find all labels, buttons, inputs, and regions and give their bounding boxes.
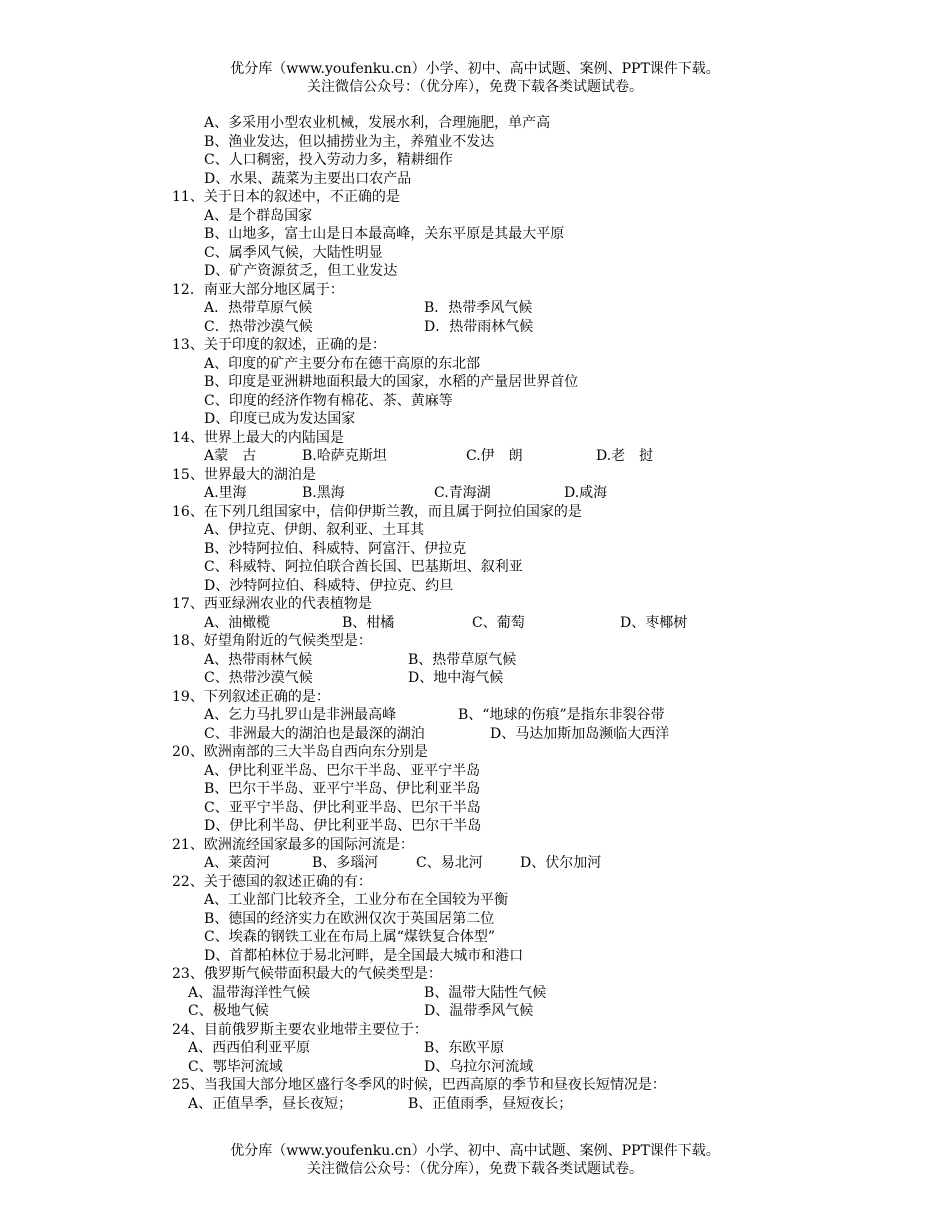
q22-option-b: B、德国的经济实力在欧洲仅次于英国居第二位	[204, 910, 495, 927]
q11-option-d: D、矿产资源贫乏，但工业发达	[204, 263, 398, 279]
q14-stem: 14、世界上最大的内陆国是	[172, 429, 344, 446]
q15-option-c: C.青海湖	[434, 485, 491, 501]
q12-stem: 12．南亚大部分地区属于：	[172, 281, 344, 298]
q19-option-b: B、“地球的伤痕”是指东非裂谷带	[458, 707, 665, 723]
q17-stem: 17、西亚绿洲农业的代表植物是	[172, 596, 372, 612]
q13-option-b: B、印度是亚洲耕地面积最大的国家，水稻的产量居世界首位	[204, 374, 579, 390]
q20-option-d: D、伊比利半岛、伊比利亚半岛、巴尔干半岛	[204, 818, 482, 834]
q21-options-row	[172, 854, 892, 873]
q21-option-d: D、伏尔加河	[520, 855, 602, 871]
q15-stem: 15、世界最大的湖泊是	[172, 466, 316, 483]
q23-option-a: A、温带海洋性气候	[188, 984, 311, 1001]
footer-line-1: 优分库（www.youfenku.cn）小学、初中、高中试题、案例、PPT课件下载。	[230, 1143, 720, 1159]
q19-option-d: D、马达加斯加岛濒临大西洋	[490, 725, 670, 742]
q11-option-c: C、属季风气候，大陆性明显	[204, 244, 383, 261]
q12-options-row-1	[172, 299, 892, 318]
q12-option-d: D．热带雨林气候	[424, 318, 534, 335]
q25-options-row	[172, 1095, 892, 1114]
q18-option-c: C、热带沙漠气候	[204, 670, 313, 686]
q16-stem: 16、在下列几组国家中，信仰伊斯兰教，而且属于阿拉伯国家的是	[172, 503, 582, 520]
q15-option-d: D.咸海	[564, 485, 608, 501]
q20-option-a: A、伊比利亚半岛、巴尔干半岛、亚平宁半岛	[204, 762, 481, 779]
q14-option-a: A蒙 古	[204, 448, 257, 464]
q14-option-b: B.哈萨克斯坦	[302, 448, 387, 464]
q17-option-b: B、柑橘	[342, 614, 395, 631]
page-header	[0, 60, 950, 96]
page-footer	[0, 1142, 950, 1178]
q24-options-row-1	[172, 1039, 892, 1058]
q15-option-b: B.黑海	[302, 485, 345, 501]
q16-option-b: B、沙特阿拉伯、科威特、阿富汗、伊拉克	[204, 540, 467, 557]
header-line-1: 优分库（www.youfenku.cn）小学、初中、高中试题、案例、PPT课件下载。	[230, 61, 720, 77]
q13-option-c: C、印度的经济作物有棉花、茶、黄麻等	[204, 392, 453, 409]
q11-stem: 11、关于日本的叙述中，不正确的是	[172, 189, 400, 205]
q20-option-b: B、巴尔干半岛、亚平宁半岛、伊比利亚半岛	[204, 781, 481, 797]
header-line-2: 关注微信公众号：（优分库），免费下载各类试题试卷。	[307, 79, 643, 95]
q10-option-c: C、人口稠密，投入劳动力多，精耕细作	[204, 152, 453, 168]
q25-option-b: B、正值雨季，昼短夜长；	[408, 1095, 573, 1112]
q13-option-d: D、印度已成为发达国家	[204, 411, 356, 427]
q16-option-d: D、沙特阿拉伯、科威特、伊拉克、约旦	[204, 577, 454, 594]
q19-options-row-2	[172, 725, 892, 744]
q16-option-c: C、科威特、阿拉伯联合酋长国、巴基斯坦、叙利亚	[204, 559, 523, 575]
q24-stem: 24、目前俄罗斯主要农业地带主要位于：	[172, 1021, 428, 1038]
q17-option-a: A、油橄榄	[204, 614, 271, 631]
q19-option-a: A、乞力马扎罗山是非洲最高峰	[204, 707, 397, 723]
q10-option-b: B、渔业发达，但以捕捞业为主，养殖业不发达	[204, 133, 495, 150]
q19-options-row-1	[172, 706, 892, 725]
q12-options-row-2	[172, 318, 892, 337]
q17-options-row	[172, 614, 892, 633]
q15-option-a: A.里海	[204, 485, 247, 501]
q18-options-row-1	[172, 651, 892, 670]
q10-option-a: A、多采用小型农业机械，发展水利，合理施肥，单产高	[204, 115, 551, 131]
q16-option-a: A、伊拉克、伊朗、叙利亚、土耳其	[204, 522, 425, 538]
q11-option-a: A、是个群岛国家	[204, 207, 313, 224]
q18-option-b: B、热带草原气候	[408, 651, 517, 668]
q24-option-c: C、鄂毕河流域	[188, 1058, 283, 1075]
q21-option-b: B、多瑙河	[312, 855, 379, 871]
q12-option-a: A．热带草原气候	[204, 300, 313, 316]
q19-option-c: C、非洲最大的湖泊也是最深的湖泊	[204, 725, 425, 742]
q21-option-a: A、莱茵河	[204, 855, 271, 871]
q12-option-b: B．热带季风气候	[424, 300, 533, 316]
q22-stem: 22、关于德国的叙述正确的有：	[172, 873, 372, 890]
q17-option-d: D、枣椰树	[620, 614, 688, 631]
q14-options-row	[172, 447, 892, 466]
q21-option-c: C、易北河	[416, 855, 483, 871]
q14-option-d: D.老 挝	[596, 448, 654, 464]
q12-option-c: C．热带沙漠气候	[204, 318, 313, 335]
q17-option-c: C、葡萄	[472, 614, 525, 631]
q11-option-b: B、山地多，富士山是日本最高峰，关东平原是其最大平原	[204, 226, 565, 242]
q18-option-d: D、地中海气候	[408, 670, 504, 686]
q18-option-a: A、热带雨林气候	[204, 651, 313, 668]
q19-stem: 19、下列叙述正确的是：	[172, 688, 330, 705]
q20-option-c: C、亚平宁半岛、伊比利亚半岛、巴尔干半岛	[204, 799, 481, 816]
q24-option-a: A、西西伯利亚平原	[188, 1040, 311, 1056]
q23-stem: 23、俄罗斯气候带面积最大的气候类型是：	[172, 966, 442, 982]
q22-option-d: D、首都柏林位于易北河畔，是全国最大城市和港口	[204, 947, 524, 964]
q23-option-c: C、极地气候	[188, 1003, 269, 1019]
footer-line-2: 关注微信公众号：（优分库），免费下载各类试题试卷。	[307, 1161, 643, 1177]
q25-stem: 25、当我国大部分地区盛行冬季风的时候，巴西高原的季节和昼夜长短情况是：	[172, 1077, 666, 1093]
q18-stem: 18、好望角附近的气候类型是：	[172, 633, 372, 649]
q15-options-row	[172, 484, 892, 503]
q22-option-a: A、工业部门比较齐全，工业分布在全国较为平衡	[204, 892, 509, 908]
q13-option-a: A、印度的矿产主要分布在德干高原的东北部	[204, 355, 481, 372]
q10-option-d: D、水果、蔬菜为主要出口农产品	[204, 170, 412, 187]
q25-option-a: A、正值旱季，昼长夜短；	[188, 1095, 353, 1112]
q22-option-c: C、埃森的钢铁工业在布局上属“煤铁复合体型”	[204, 929, 496, 945]
q24-options-row-2	[172, 1058, 892, 1077]
q24-option-b: B、东欧平原	[424, 1040, 505, 1056]
q14-option-c: C.伊 朗	[466, 448, 523, 464]
q23-options-row-2	[172, 1002, 892, 1021]
q23-options-row-1	[172, 984, 892, 1003]
q24-option-d: D、乌拉尔河流域	[424, 1058, 534, 1075]
q23-option-d: D、温带季风气候	[424, 1003, 534, 1019]
question-list	[172, 114, 892, 1113]
q13-stem: 13、关于印度的叙述，正确的是：	[172, 337, 386, 353]
q23-option-b: B、温带大陆性气候	[424, 984, 547, 1001]
q20-stem: 20、欧洲南部的三大半岛自西向东分别是	[172, 744, 428, 760]
q21-stem: 21、欧洲流经国家最多的国际河流是：	[172, 836, 414, 853]
q18-options-row-2	[172, 669, 892, 688]
